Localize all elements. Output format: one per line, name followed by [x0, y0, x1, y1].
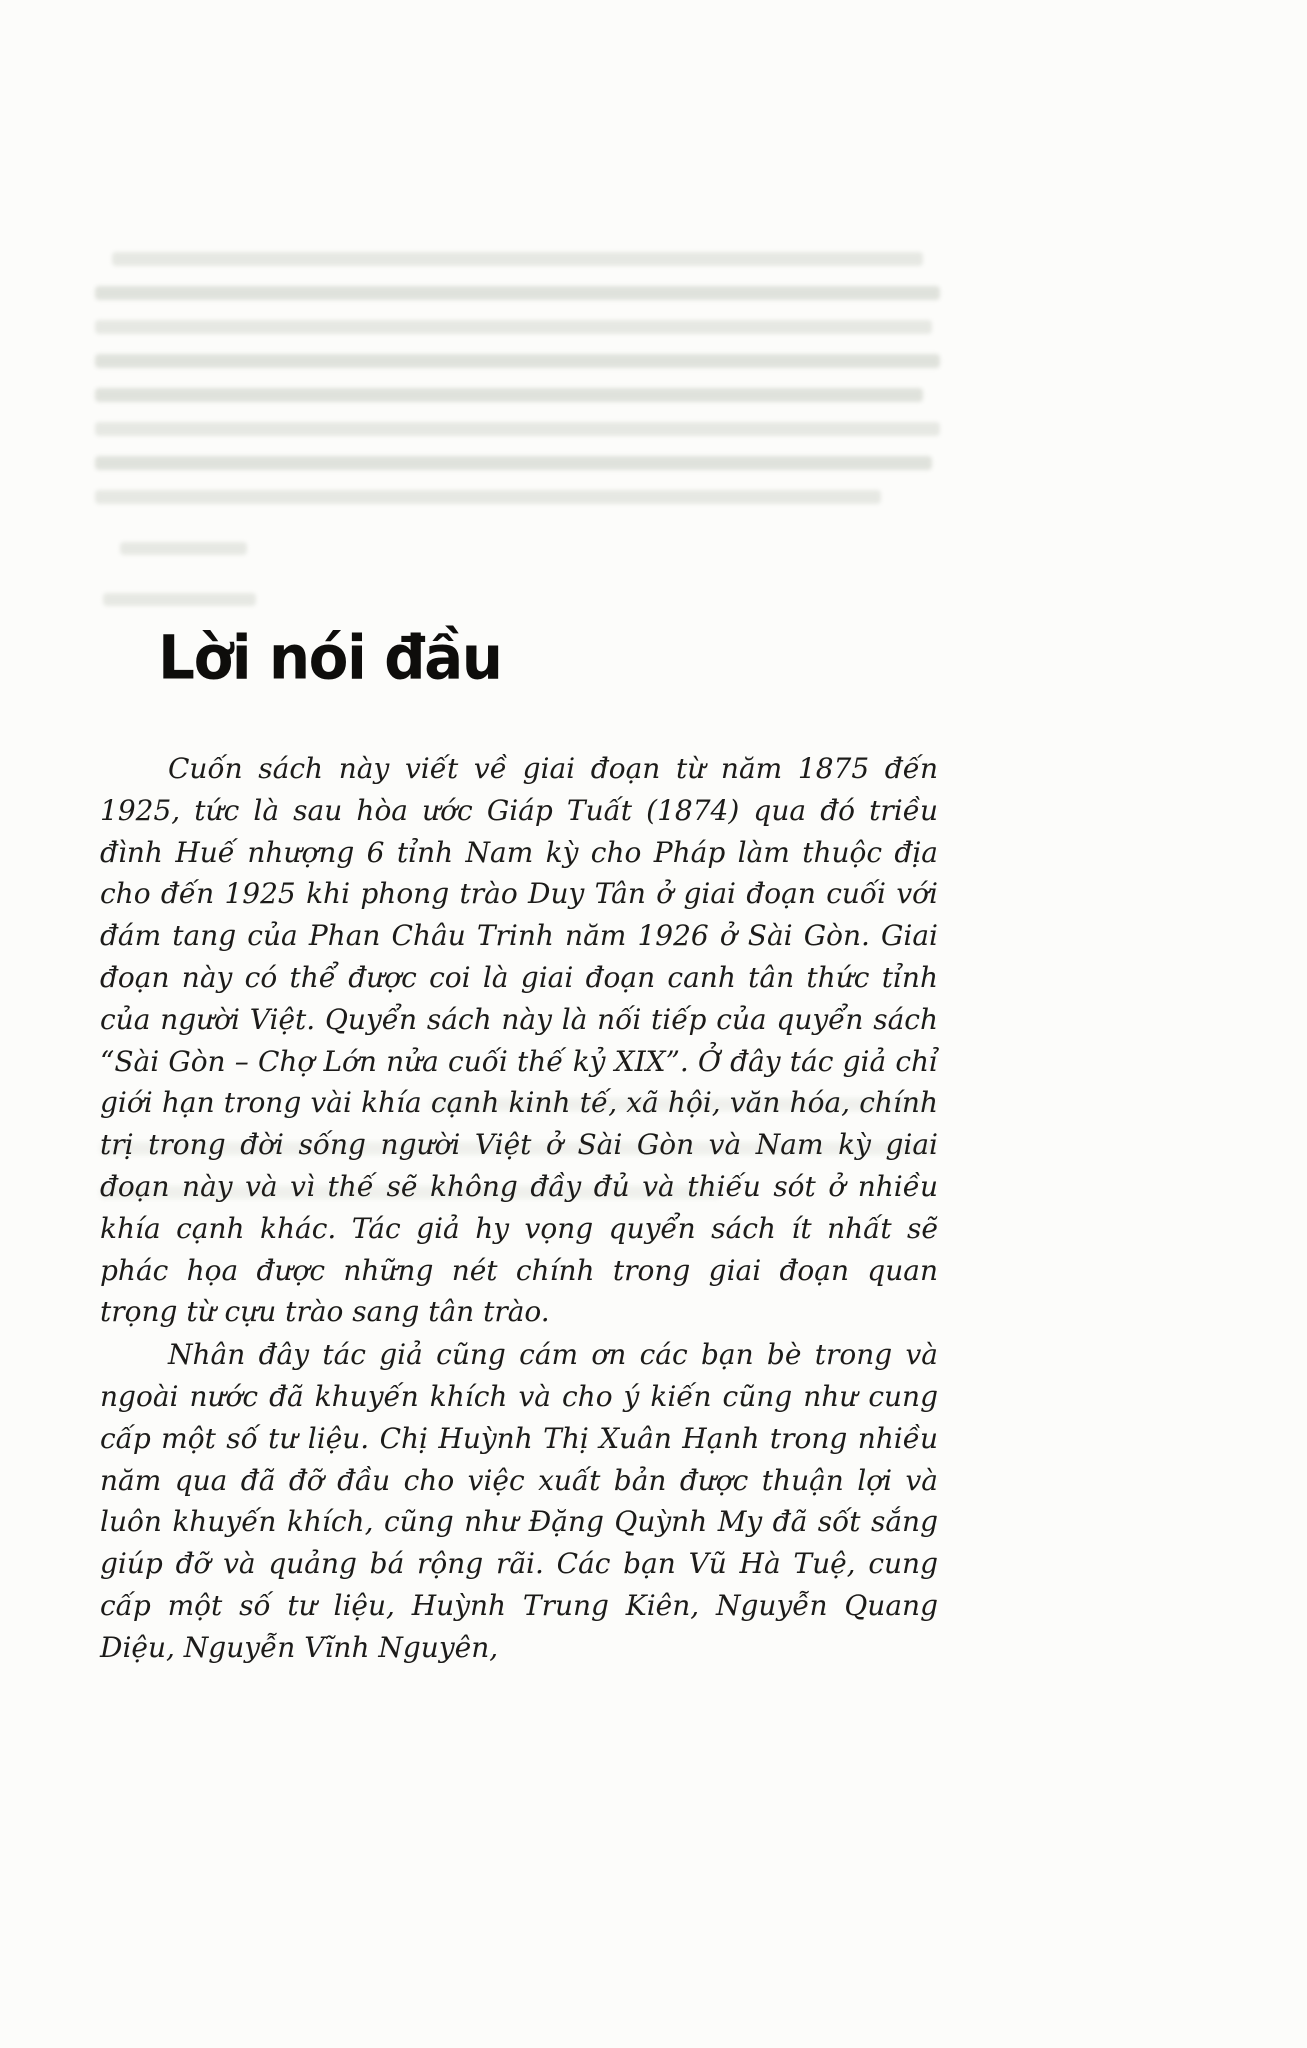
ghost-text-line	[95, 320, 932, 334]
ghost-gap	[95, 575, 940, 593]
bleed-through-text	[95, 252, 940, 626]
paragraph-2: Nhân đây tác giả cũng cám ơn các bạn bè trong và ngoài nước đã khuyến khích và cho ý kiến cũng như cung cấp một số tư liệu. Chị Huỳnh Thị Xuân Hạnh trong nhiều năm qua đã đỡ đầu cho việc xuất bản được thuận lợi và luôn khuyến khích, cũng như Đặng Quỳnh My đã sốt sắng giúp đỡ và quảng bá rộng rãi. Các bạn Vũ Hà Tuệ, cung cấp một số tư liệu, Huỳnh Trung Kiên, Nguyễn Quang Diệu, Nguyễn Vĩnh Nguyên,	[100, 1338, 938, 1664]
ghost-text-line	[103, 593, 255, 606]
ghost-text-line	[95, 456, 932, 470]
ghost-text-line	[95, 388, 923, 402]
chapter-heading: Lời nói đầu	[158, 622, 502, 694]
ghost-text-line	[112, 252, 923, 266]
ghost-text-line	[95, 490, 881, 504]
body-text-block	[100, 748, 938, 1669]
ghost-text-line	[120, 542, 247, 555]
ghost-gap	[95, 524, 940, 542]
ghost-text-line	[95, 354, 940, 368]
ghost-text-line	[95, 286, 940, 300]
ghost-text-line	[95, 422, 940, 436]
paragraph-1: Cuốn sách này viết về giai đoạn từ năm 1875 đến 1925, tức là sau hòa ước Giáp Tuất (1874) qua đó triều đình Huế nhượng 6 tỉnh Nam kỳ cho Pháp làm thuộc địa cho đến 1925 khi phong trào Duy Tân ở giai đoạn cuối với đám tang của Phan Châu Trinh năm 1926 ở Sài Gòn. Giai đoạn này có thể được coi là giai đoạn canh tân thức tỉnh của người Việt. Quyển sách này là nối tiếp của quyển sách “Sài Gòn – Chợ Lớn nửa cuối thế kỷ XIX”. Ở đây tác giả chỉ giới hạn trong vài khía cạnh kinh tế, xã hội, văn hóa, chính trị trong đời sống người Việt ở Sài Gòn và Nam kỳ giai đoạn này và vì thế sẽ không đầy đủ và thiếu sót ở nhiều khía cạnh khác. Tác giả hy vọng quyển sách ít nhất sẽ phác họa được những nét chính trong giai đoạn quan trọng từ cựu trào sang tân trào.	[100, 752, 938, 1329]
